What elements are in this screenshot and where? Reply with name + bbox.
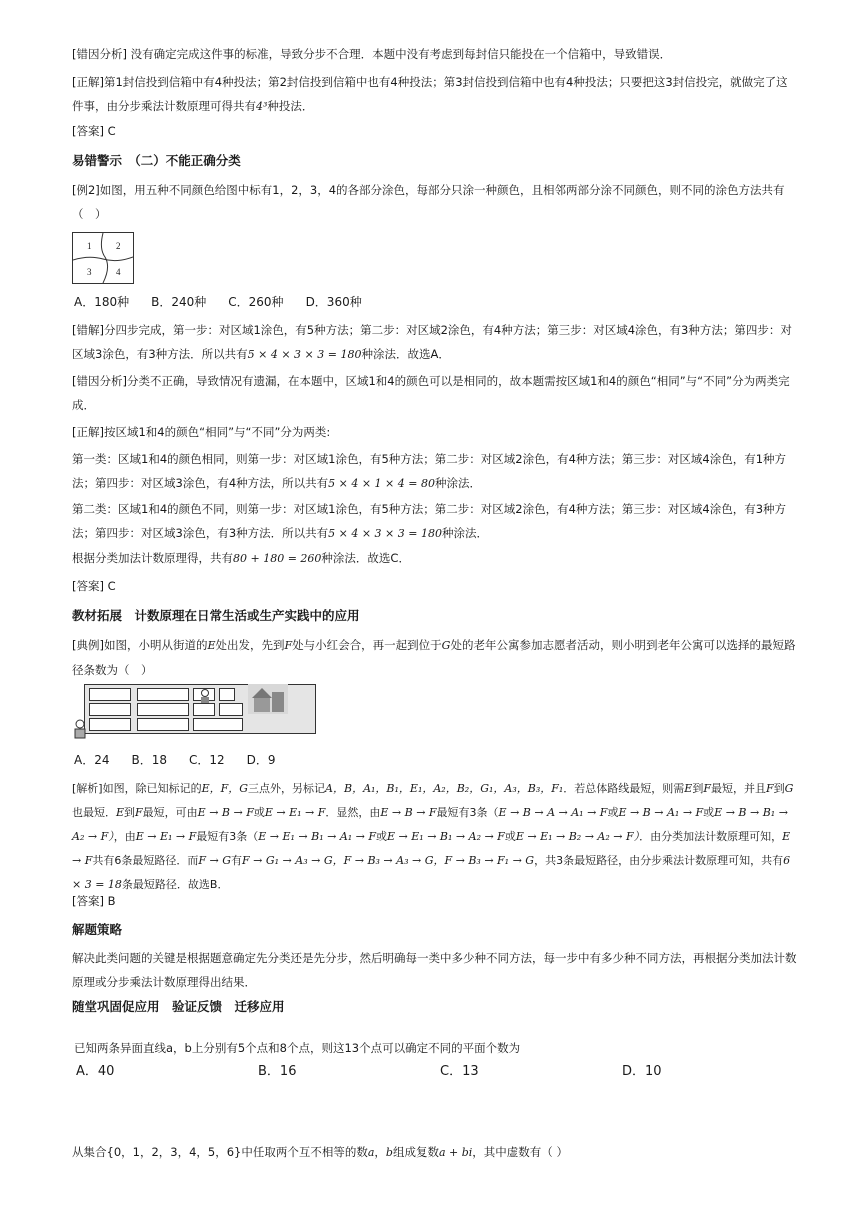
correct-solution-1 xyxy=(72,70,798,119)
math-wrong-product: 5 × 4 × 3 × 3 = 180 xyxy=(247,348,362,361)
case-1-text: 第一类：区域1和4的颜色相同，则第一步：对区域1涂色，有5种方法；第二步：对区域2涂色，有4种方法；第三步：对区域4涂色，有1种方法；第四步：对区域3涂色，有4种方法，所以共有 xyxy=(72,452,787,490)
region-coloring-figure xyxy=(72,232,134,284)
analysis-text: 最短，可由 xyxy=(142,806,198,819)
math-point: E xyxy=(116,806,125,819)
analysis-text: [解析]如图，除已知标记的 xyxy=(72,782,202,795)
section-heading-textbook-extension: 教材拓展 计数原理在日常生活或生产实践中的应用 xyxy=(72,608,360,623)
street-map-figure xyxy=(72,680,292,740)
q2-text: ，其中虚数有（ ） xyxy=(472,1145,568,1159)
math-path: E → E₁ → B₁ → A₂ → F xyxy=(387,830,505,843)
option-d: D．360种 xyxy=(305,295,362,309)
ex3-text-d: 处的老年公寓参加志愿者活动，则小明到老年公寓可以选择的最短路径条数为（ ） xyxy=(72,638,796,677)
math-path: E → F xyxy=(72,830,791,867)
practice-question-1: 已知两条异面直线a，b上分别有5个点和8个点，则这13个点可以确定不同的平面个数为 xyxy=(74,1041,521,1055)
ex3-text-b: 处出发，先到 xyxy=(215,638,285,652)
example-2-options xyxy=(74,292,384,312)
math-point: F xyxy=(765,782,774,795)
math-path: E → B → F xyxy=(380,806,437,819)
practice-question-1-options xyxy=(76,1060,716,1080)
case-2-text: 第二类：区域1和4的颜色不同，则第一步：对区域1涂色，有5种方法；第二步：对区域2涂色，有4种方法；第三步：对区域4涂色，有3种方法；第四步：对区域3涂色，有3种方法．所以共有 xyxy=(72,502,787,540)
block xyxy=(137,688,189,701)
math-4-cubed: 4³ xyxy=(256,100,268,113)
practice-question-2 xyxy=(72,1140,798,1165)
analysis-text: 到 xyxy=(692,782,704,795)
analysis-text: ，共3条最短路径，由分步乘法计数原理可知，共有 xyxy=(534,854,784,867)
math-path: F → G₁ → A₃ → G，F → B₃ → A₃ → G，F → B₃ → F₁ → G xyxy=(242,854,535,867)
math-path: E → E₁ → F xyxy=(135,830,197,843)
analysis-text: 或 xyxy=(376,830,388,843)
math-point-e: E xyxy=(207,639,216,652)
analysis-text: ．由分类加法计数原理可知， xyxy=(639,830,783,843)
analysis-text: 条最短路径．故选B． xyxy=(121,878,229,891)
correct-solution-1-end: 种投法． xyxy=(267,99,314,113)
math-case-1-product: 5 × 4 × 1 × 4 = 80 xyxy=(328,477,435,490)
summary-end: 种涂法．故选C． xyxy=(321,551,410,565)
case-2 xyxy=(72,497,798,546)
region-label-4: 4 xyxy=(116,267,121,277)
example-2-question: [例2]如图，用五种不同颜色给图中标有1，2，3，4的各部分涂色，每部分只涂一种颜色，且相邻两部分涂不同颜色，则不同的涂色方法共有（ ） xyxy=(72,183,785,221)
correct-solution-2-intro: [正解]按区域1和4的颜色“相同”与“不同”分为两类: xyxy=(72,425,331,439)
block xyxy=(193,718,243,731)
math-path: E → E₁ → F xyxy=(264,806,326,819)
wrong-solution-text: [错解]分四步完成，第一步：对区域1涂色，有5种方法；第二步：对区域2涂色，有4种方法；第三步：对区域4涂色，有3种方法；第四步：对区域3涂色，有3种方法．所以共有 xyxy=(72,323,792,361)
analysis-text: 或 xyxy=(607,806,619,819)
math-path: E → E₁ → B₁ → A₁ → F xyxy=(258,830,377,843)
option-a: A．40 xyxy=(76,1064,115,1079)
block xyxy=(89,703,131,716)
block xyxy=(137,718,189,731)
analysis-text: 或 xyxy=(253,806,265,819)
math-path: E → E₁ → B₂ → A₂ → F） xyxy=(515,830,640,843)
section-heading-error-warning: 易错警示 （二）不能正确分类 xyxy=(72,153,241,168)
region-boundary-curves xyxy=(73,233,133,283)
case-1 xyxy=(72,447,798,496)
math-point-g: G xyxy=(441,639,451,652)
error-analysis-2: [错因分析]分类不正确，导致情况有遗漏，在本题中，区域1和4的颜色可以是相同的，故本题需按区域1和4的颜色“相同”与“不同”分为两类完成． xyxy=(72,374,790,412)
option-c: C．12 xyxy=(189,753,225,767)
region-label-3: 3 xyxy=(87,267,92,277)
q2-text: ， xyxy=(374,1145,386,1159)
option-a: A．180种 xyxy=(74,295,130,309)
correct-solution-1-text: [正解]第1封信投到信箱中有4种投法；第2封信投到信箱中也有4种投法；第3封信投到信箱中也有4种投法；只要把这3封信投完，就做完了这件事，由分步乘法计数原理可得共有 xyxy=(72,75,788,113)
math-product: 6 × 3 = 18 xyxy=(72,854,791,891)
math-point: G xyxy=(784,782,794,795)
analysis-text: ，由 xyxy=(113,830,136,843)
option-b: B．18 xyxy=(131,753,167,767)
option-b: B．240种 xyxy=(151,295,207,309)
math-path: E → B → A₁ → F xyxy=(618,806,704,819)
analysis-text: 或 xyxy=(504,830,516,843)
math-points-list: A，B，A₁，B₁，E₁，A₂，B₂，G₁，A₃，B₃，F₁ xyxy=(325,782,564,795)
section-heading-strategy: 解题策略 xyxy=(72,922,123,937)
example-3-question xyxy=(72,633,798,682)
wrong-solution xyxy=(72,318,798,367)
analysis-text: 或 xyxy=(703,806,715,819)
math-point: F xyxy=(135,806,143,819)
q2-text: 从集合{0，1，2，3，4，5，6}中任取两个互不相等的数 xyxy=(72,1145,368,1159)
wrong-solution-end: 种涂法．故选A． xyxy=(361,347,450,361)
case-1-end: 种涂法． xyxy=(434,476,481,490)
block xyxy=(219,688,235,701)
option-b: B．16 xyxy=(258,1064,297,1079)
analysis-text: 三点外，另标记 xyxy=(248,782,326,795)
math-path: E → B → B₁ → A₂ → F） xyxy=(72,806,788,843)
math-path: F → G xyxy=(198,854,231,867)
math-sum: 80 + 180 = 260 xyxy=(233,552,322,565)
analysis-text: 到 xyxy=(773,782,785,795)
analysis-text: ．显然，由 xyxy=(325,806,381,819)
option-d: D．10 xyxy=(622,1064,662,1079)
region-label-1: 1 xyxy=(87,241,92,251)
section-heading-practice: 随堂巩固促应用 验证反馈 迁移应用 xyxy=(72,999,285,1014)
option-c: C．13 xyxy=(440,1064,479,1079)
analysis-text: 共有6条最短路径．而 xyxy=(92,854,199,867)
block xyxy=(89,688,131,701)
block xyxy=(219,703,243,716)
answer-3: [答案] B xyxy=(72,894,116,908)
analysis-text: 也最短． xyxy=(72,806,116,819)
summary-text: 根据分类加法计数原理得，共有 xyxy=(72,551,233,565)
strategy-paragraph: 解决此类问题的关键是根据题意确定先分类还是先分步，然后明确每一类中多少种不同方法，每一步中有多少种不同方法，再根据分类加法计数原理或分步乘法计数原理得出结果． xyxy=(72,951,797,989)
math-case-2-product: 5 × 4 × 3 × 3 = 180 xyxy=(328,527,442,540)
analysis-text: 最短，并且 xyxy=(710,782,766,795)
analysis-text: 最短有3条（ xyxy=(436,806,499,819)
ex3-text-a: [典例]如图，小明从街道的 xyxy=(72,638,208,652)
answer-2: [答案] C xyxy=(72,579,116,593)
math-path: E → B → A → A₁ → F xyxy=(498,806,608,819)
apartment-building-icon xyxy=(248,684,288,714)
region-label-2: 2 xyxy=(116,241,121,251)
math-b: b xyxy=(385,1146,393,1159)
analysis-text: 有 xyxy=(231,854,242,867)
option-a: A．24 xyxy=(74,753,110,767)
analysis-paragraph xyxy=(72,777,798,897)
ex3-text-c: 处与小红会合，再一起到位于 xyxy=(292,638,442,652)
analysis-text: 最短有3条（ xyxy=(196,830,259,843)
summary-line xyxy=(72,546,798,571)
math-a: a xyxy=(367,1146,375,1159)
analysis-text: 到 xyxy=(124,806,136,819)
math-complex: a + bi xyxy=(438,1146,473,1159)
math-efg: E，F，G xyxy=(201,782,249,795)
example-3-options xyxy=(74,750,298,770)
math-point: F xyxy=(703,782,711,795)
option-c: C．260种 xyxy=(228,295,284,309)
block xyxy=(89,718,131,731)
math-path: E → B → F xyxy=(197,806,254,819)
block xyxy=(193,703,215,716)
math-point-f: F xyxy=(284,639,293,652)
math-point: E xyxy=(684,782,693,795)
error-analysis-1: [错因分析] 没有确定完成这件事的标准，导致分步不合理．本题中没有考虑到每封信只能投在一个信箱中，导致错误． xyxy=(72,47,672,61)
q2-text: 组成复数 xyxy=(392,1145,439,1159)
person-icon xyxy=(72,718,90,740)
option-d: D．9 xyxy=(246,753,276,767)
block xyxy=(137,703,189,716)
meeting-person-icon xyxy=(198,688,212,704)
analysis-text: ．若总体路线最短，则需 xyxy=(563,782,685,795)
case-2-end: 种涂法． xyxy=(441,526,488,540)
answer-1: [答案] C xyxy=(72,124,116,138)
